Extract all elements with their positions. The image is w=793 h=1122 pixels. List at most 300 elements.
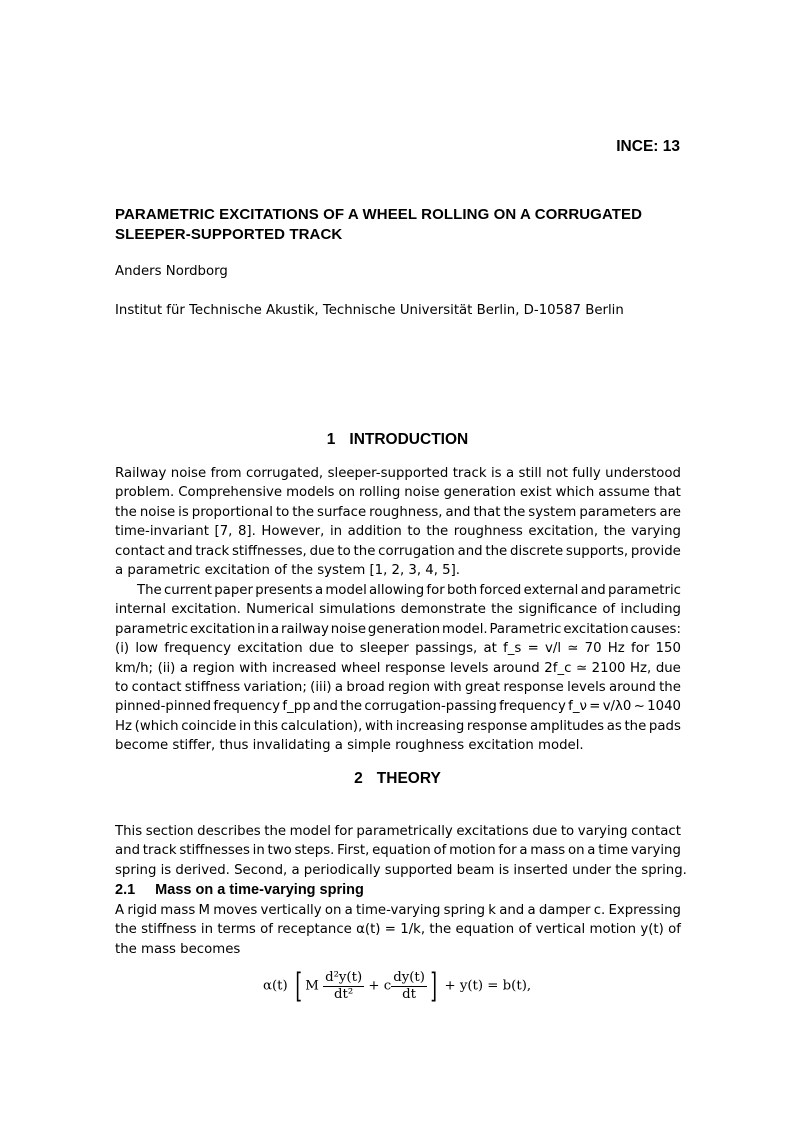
word: moves <box>213 903 258 918</box>
word: a <box>344 903 353 918</box>
word: This <box>115 824 143 839</box>
text-line <box>115 544 681 564</box>
word: and <box>580 583 606 598</box>
word: receptance <box>277 922 352 938</box>
word: periodically <box>303 862 381 878</box>
word: excitation <box>204 563 270 578</box>
word: model <box>289 824 331 839</box>
word: still <box>518 466 542 481</box>
equation-rhs: + y(t) = b(t), <box>444 978 532 994</box>
word: that <box>473 504 501 520</box>
word: on <box>567 843 585 859</box>
word: terms <box>217 922 256 938</box>
fraction-numerator: d²y(t) <box>325 969 363 985</box>
word: Comprehensive <box>178 485 283 501</box>
word: 2, <box>391 563 405 578</box>
title-line-2: SLEEPER-SUPPORTED TRACK <box>115 226 343 243</box>
word: stiffnesses <box>179 843 250 859</box>
word: the <box>353 543 376 559</box>
word: with <box>239 660 268 676</box>
section-title: THEORY <box>376 770 441 787</box>
author-name: Anders Nordborg <box>115 264 228 279</box>
word: a <box>115 563 124 578</box>
word: = <box>527 641 539 657</box>
word: and <box>115 843 141 859</box>
word: [1, <box>369 563 388 578</box>
word: First, <box>337 843 370 859</box>
word: for <box>334 824 353 839</box>
word: 1040 <box>647 699 681 715</box>
word: parametric <box>115 621 189 637</box>
word: on <box>324 903 342 918</box>
word: describes <box>197 824 261 839</box>
equation-lhs: α(t) <box>263 978 288 994</box>
word: v/l <box>544 641 562 657</box>
word: around <box>609 680 656 695</box>
text-line <box>115 505 681 525</box>
word: a <box>314 583 324 598</box>
word: paper <box>214 583 253 598</box>
word: calculation), <box>280 718 363 734</box>
word: simple <box>347 738 391 754</box>
fraction-denominator: dt <box>402 986 416 1002</box>
word: of <box>260 922 273 938</box>
word: and <box>167 543 193 559</box>
word: track <box>452 466 487 481</box>
word: roughness, <box>369 504 443 520</box>
word: the <box>264 824 287 839</box>
word: Expressing <box>608 903 681 918</box>
word: ~ <box>633 699 645 715</box>
word: to <box>337 543 351 559</box>
word: presents <box>255 583 313 598</box>
word: Railway <box>115 466 167 481</box>
text-line <box>115 738 681 758</box>
word: parameters <box>579 504 657 520</box>
word: in <box>329 524 343 540</box>
word: (ii) <box>157 660 176 676</box>
equation-damping: + c <box>368 978 392 994</box>
word: parametrically <box>356 824 453 839</box>
word: mass <box>160 903 196 918</box>
word: time <box>598 843 629 859</box>
word: low <box>135 641 159 657</box>
word: α(t) <box>356 922 381 938</box>
word: 3, <box>408 563 422 578</box>
word: 2f_c <box>544 660 572 676</box>
word: spring <box>443 903 486 918</box>
word: on <box>338 485 356 501</box>
word: time-invariant <box>115 524 209 540</box>
fraction-denominator: dt² <box>334 986 354 1002</box>
word: excitation. <box>171 602 241 618</box>
word: thus <box>219 738 249 754</box>
word: track <box>142 843 177 859</box>
word: passings, <box>415 641 478 657</box>
word: which <box>555 485 595 501</box>
word: rigid <box>127 903 158 918</box>
word: of <box>518 922 532 938</box>
word: the <box>292 504 315 520</box>
word: the <box>115 922 137 938</box>
word: addition <box>347 524 402 540</box>
word: corrugation <box>378 543 455 559</box>
word: model <box>325 583 367 598</box>
word: increasing <box>395 718 465 734</box>
word: section <box>145 824 194 839</box>
word: excitation, <box>528 524 599 540</box>
word: region <box>192 660 235 676</box>
word: derived. <box>175 862 230 878</box>
word: the <box>624 718 647 734</box>
word: allowing <box>369 583 425 598</box>
equation-mass: M <box>305 978 319 994</box>
word: varying <box>631 524 681 540</box>
word: internal <box>115 602 167 618</box>
conference-label: INCE: 13 <box>616 138 680 155</box>
word: fully <box>572 466 601 481</box>
word: and <box>457 543 483 559</box>
word: under <box>572 862 612 878</box>
word: sleeper-supported <box>327 466 449 481</box>
word: invalidating <box>252 738 331 754</box>
section-number: 1 <box>326 431 336 448</box>
word: However, <box>261 524 325 540</box>
word: y(t) <box>640 922 664 938</box>
word: a <box>334 680 344 695</box>
word: ≃ <box>567 641 579 657</box>
word: in <box>239 718 252 734</box>
word: a <box>271 621 280 637</box>
section-heading-introduction <box>115 431 680 449</box>
word: from <box>210 466 242 481</box>
word: problem. <box>115 485 175 501</box>
word: model. <box>442 621 488 637</box>
word: the <box>115 941 137 957</box>
word: vertically <box>260 903 322 918</box>
word: with <box>433 680 462 695</box>
word: (iii) <box>310 680 332 695</box>
word: great <box>464 680 501 695</box>
word: and <box>312 699 338 715</box>
word: vertical <box>535 922 586 938</box>
word: in <box>252 843 265 859</box>
word: equation <box>372 843 431 859</box>
word: region <box>388 680 431 695</box>
text-line <box>137 583 681 603</box>
word: causes: <box>630 621 681 637</box>
word: rolling <box>359 485 401 501</box>
word: of <box>602 602 616 618</box>
text-line <box>115 719 681 739</box>
word: sleeper <box>359 641 409 657</box>
section-heading-theory <box>115 770 680 788</box>
word: significance <box>518 602 598 618</box>
word: c. <box>593 903 606 918</box>
text-line <box>115 622 681 642</box>
word: mass <box>530 843 566 859</box>
paper-title <box>115 205 695 245</box>
word: external <box>523 583 579 598</box>
word: response <box>466 718 528 734</box>
word: varying <box>577 824 628 839</box>
word: noise <box>139 504 176 520</box>
word: noise <box>330 621 367 637</box>
word: that <box>653 485 681 501</box>
word: for <box>498 843 517 859</box>
word: 70 <box>584 641 602 657</box>
word: stiffer, <box>172 738 216 754</box>
word: the <box>340 699 363 715</box>
word: due <box>532 824 558 839</box>
word: km/h; <box>115 660 154 676</box>
text-line <box>115 824 681 844</box>
word: the <box>291 563 314 578</box>
word: f_pp <box>282 699 311 715</box>
word: M <box>198 903 210 918</box>
word: 150 <box>655 641 681 657</box>
word: corrugation-passing <box>364 699 497 715</box>
word: response <box>503 680 564 695</box>
word: a <box>519 843 528 859</box>
word: forced <box>479 583 522 598</box>
word: Hz, <box>630 660 652 676</box>
word: excitations <box>456 824 529 839</box>
word: a <box>291 862 300 878</box>
word: roughness <box>453 524 523 540</box>
word: the <box>485 543 508 559</box>
word: wheel <box>341 660 381 676</box>
fraction-second-derivative <box>323 970 364 1003</box>
word: due <box>309 543 335 559</box>
text-line <box>115 903 681 923</box>
word: becomes <box>180 941 241 957</box>
word: two <box>267 843 292 859</box>
affiliation: Institut für Technische Akustik, Technische Universität Berlin, D-10587 Berlin <box>115 303 624 318</box>
word: motion <box>449 843 496 859</box>
word: and <box>499 903 525 918</box>
word: both <box>446 583 478 598</box>
word: motion <box>589 922 637 938</box>
word: excitation <box>189 621 256 637</box>
word: models <box>286 485 335 501</box>
word: roughness <box>395 738 465 754</box>
text-line <box>115 843 681 863</box>
word: assume <box>598 485 650 501</box>
text-line <box>115 602 681 622</box>
word: to <box>407 524 421 540</box>
word: frequency <box>499 699 566 715</box>
word: simulations <box>319 602 396 618</box>
text-line <box>115 862 687 883</box>
equation-row <box>263 966 532 1006</box>
word: to <box>115 680 129 695</box>
word: proportional <box>191 504 273 520</box>
word: supported <box>384 862 453 878</box>
word: for <box>426 583 445 598</box>
word: = <box>589 699 601 715</box>
word: to <box>560 824 575 839</box>
fraction-numerator: dy(t) <box>393 969 425 985</box>
word: provide <box>630 543 681 559</box>
word: 2100 <box>591 660 626 676</box>
word: excitation <box>468 738 534 754</box>
text-line <box>115 661 681 681</box>
word: broad <box>346 680 385 695</box>
word: k <box>488 903 496 918</box>
word: coincide <box>181 718 237 734</box>
word: generation <box>443 485 516 501</box>
word: 1/k, <box>400 922 426 938</box>
word: A <box>115 903 125 918</box>
word: Hz <box>607 641 625 657</box>
word: ≃ <box>575 660 588 676</box>
word: of <box>433 843 447 859</box>
word: stiffnesses, <box>231 543 307 559</box>
section-number: 2 <box>354 770 363 787</box>
word: variation; <box>243 680 307 695</box>
word: Hz <box>115 718 132 734</box>
subsection-number: 2.1 <box>115 882 136 898</box>
word: contact <box>115 543 165 559</box>
right-bracket: ] <box>430 966 437 1006</box>
word: beam <box>456 862 495 878</box>
word: a <box>179 660 189 676</box>
word: with <box>364 718 394 734</box>
word: the <box>429 922 452 938</box>
word: time-varying <box>356 903 441 918</box>
word: system <box>528 504 577 520</box>
word: Numerical <box>246 602 314 618</box>
word: Second, <box>234 862 288 878</box>
equation-1 <box>263 955 533 1006</box>
word: not <box>546 466 568 481</box>
word: including <box>620 602 681 618</box>
word: amplitudes <box>529 718 605 734</box>
word: varying <box>630 843 681 859</box>
text-line <box>115 466 681 486</box>
word: the <box>115 504 137 520</box>
word: excitation <box>237 641 303 657</box>
word: exist <box>519 485 552 501</box>
word: discrete <box>510 543 564 559</box>
word: at <box>483 641 497 657</box>
text-line <box>115 641 681 661</box>
word: pinned-pinned <box>115 699 212 715</box>
word: the <box>615 862 638 878</box>
word: the <box>603 524 626 540</box>
word: pads <box>648 718 681 734</box>
word: the <box>659 680 681 695</box>
word: of <box>668 922 681 938</box>
word: the <box>491 602 513 618</box>
word: excitation <box>563 621 629 637</box>
word: frequency <box>164 641 231 657</box>
word: damper <box>538 903 591 918</box>
word: 5]. <box>442 563 461 578</box>
subsection-title: Mass on a time-varying spring <box>155 882 364 898</box>
text-line <box>115 680 681 700</box>
word: are <box>659 504 681 520</box>
word: a <box>587 843 596 859</box>
word: frequency <box>213 699 281 715</box>
word: contact <box>131 680 182 695</box>
word: noise <box>404 485 440 501</box>
word: f_s <box>503 641 522 657</box>
word: spring <box>115 862 157 878</box>
word: understood <box>605 466 681 481</box>
word: current <box>164 583 212 598</box>
word: in <box>257 621 270 637</box>
word: this <box>253 718 279 734</box>
fraction-first-derivative <box>391 970 427 1003</box>
word: Parametric <box>489 621 562 637</box>
word: as <box>606 718 622 734</box>
word: [7, <box>214 524 233 540</box>
word: (i) <box>115 641 130 657</box>
word: parametric <box>607 583 681 598</box>
word: levels <box>567 680 606 695</box>
word: parametric <box>127 563 201 578</box>
word: 8]. <box>237 524 256 540</box>
word: is <box>490 466 502 481</box>
word: spring. <box>641 862 687 878</box>
word: increased <box>271 660 337 676</box>
text-line <box>115 524 681 544</box>
word: mass <box>141 941 176 957</box>
word: noise <box>170 466 207 481</box>
word: is <box>178 504 189 520</box>
word: supports, <box>565 543 629 559</box>
word: contact <box>631 824 681 839</box>
word: v/λ0 <box>602 699 632 715</box>
word: to <box>275 504 290 520</box>
word: due <box>308 641 334 657</box>
word: stiffness <box>141 922 197 938</box>
word: equation <box>455 922 515 938</box>
word: become <box>115 738 169 754</box>
text-line <box>115 485 681 505</box>
subsection-heading-2-1 <box>115 882 364 898</box>
left-bracket: [ <box>295 966 302 1006</box>
section-title: INTRODUCTION <box>349 431 469 448</box>
text-line <box>115 922 681 942</box>
word: 4, <box>425 563 438 578</box>
word: stiffness <box>184 680 241 695</box>
word: system <box>317 563 366 578</box>
word: around <box>492 660 540 676</box>
word: and <box>445 504 471 520</box>
word: the <box>426 524 449 540</box>
word: surface <box>317 504 367 520</box>
word: = <box>384 922 396 938</box>
word: levels <box>449 660 489 676</box>
word: the <box>503 504 526 520</box>
word: for <box>631 641 650 657</box>
word: (which <box>134 718 179 734</box>
word: f_ν <box>568 699 587 715</box>
text-line <box>115 563 681 583</box>
word: generation <box>367 621 441 637</box>
word: due <box>655 660 681 676</box>
word: of <box>274 563 287 578</box>
word: railway <box>280 621 329 637</box>
word: The <box>137 583 162 598</box>
word: a <box>527 903 536 918</box>
word: corrugated, <box>245 466 324 481</box>
word: inserted <box>513 862 568 878</box>
title-line-1: PARAMETRIC EXCITATIONS OF A WHEEL ROLLING ON A CORRUGATED <box>115 206 643 223</box>
